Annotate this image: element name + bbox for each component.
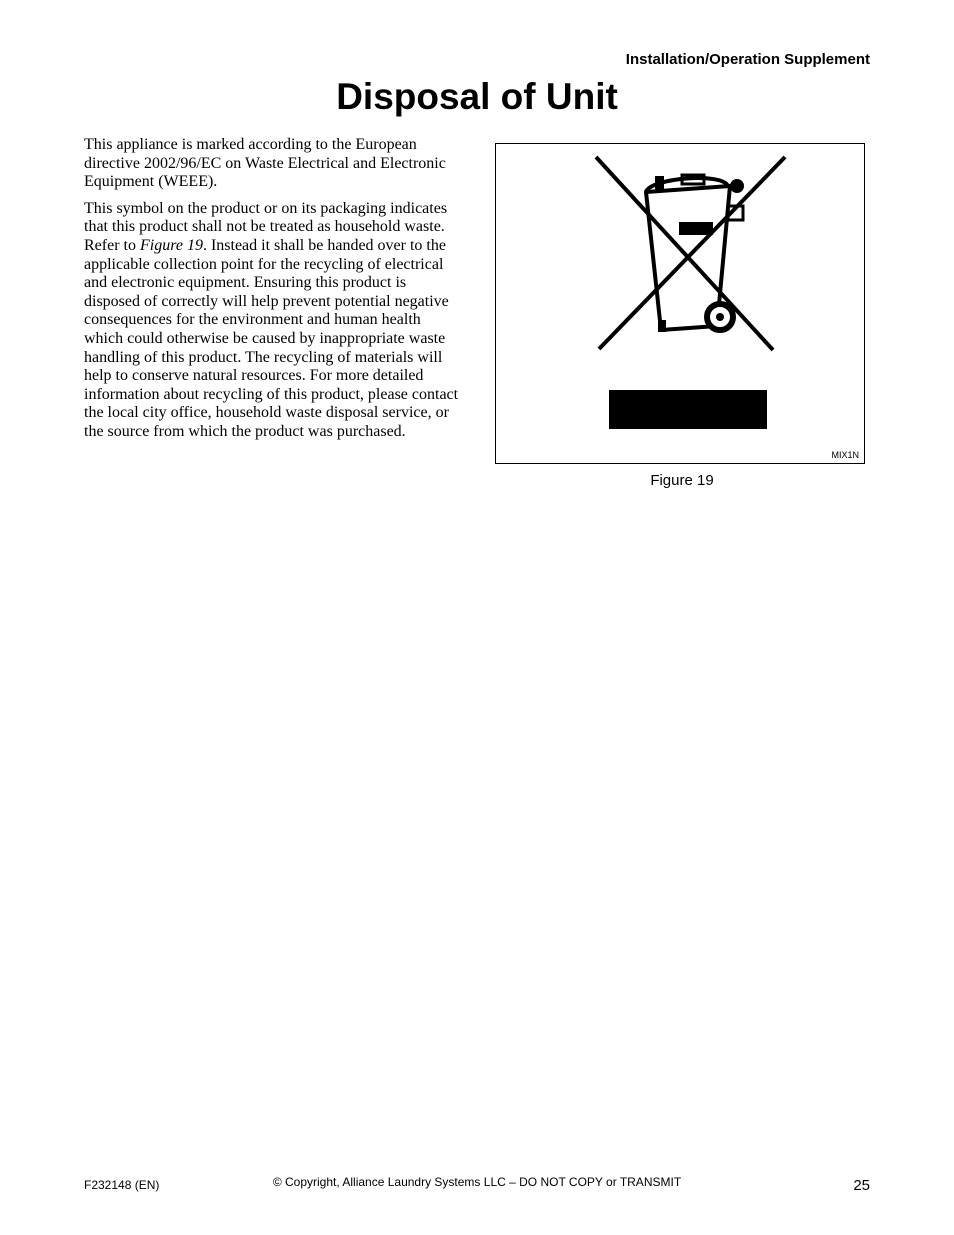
- cross-line-right: [599, 157, 785, 349]
- body-text: [84, 136, 462, 450]
- paragraph-text-start: This symbol on the product or on its packaging indicates that this product shall not be treated as household waste. Refer to: [84, 199, 448, 254]
- footer-copyright: © Copyright, Alliance Laundry Systems LLC – DO NOT COPY or TRANSMIT: [272, 1175, 682, 1189]
- bin-lid-left-handle: [655, 176, 664, 190]
- paragraph-disposal-instructions: [84, 200, 462, 442]
- weee-crossed-out-bin-icon: [496, 144, 866, 465]
- page-title: Disposal of Unit: [336, 76, 618, 117]
- figure-code: MIX1N: [831, 450, 859, 460]
- bin-wheel-hub: [716, 313, 724, 321]
- bin-leg: [658, 320, 666, 332]
- figure-caption: Figure 19: [650, 472, 714, 489]
- cross-line-left: [596, 157, 773, 350]
- weee-solid-bar: [609, 390, 767, 429]
- paragraph-weee-directive: This appliance is marked according to the European directive 2002/96/EC on Waste Electrical and Electronic Equipment (WEEE).: [84, 136, 446, 191]
- footer-doc-number: F232148 (EN): [84, 1178, 160, 1192]
- paragraph-text-end: . Instead it shall be handed over to the applicable collection point for the recycling of electrical and electronic equipment. Ensuring this product is disposed of correctly will help prevent potential negative consequences for the environment and human health which could otherwise be caused by inappropriate waste handling of this product. The recycling of materials will help to conserve natural resources. For more detailed information about recycling of this product, please contact the local city office, household waste disposal service, or the source from which the product was purchased.: [84, 236, 459, 440]
- figure-reference-link[interactable]: Figure 19: [139, 236, 203, 254]
- header-label: Installation/Operation Supplement: [625, 51, 870, 68]
- figure-frame: [495, 143, 865, 464]
- bin-lid-right-knob: [730, 179, 744, 193]
- bin-label-slot: [679, 222, 713, 235]
- footer-page-number: 25: [853, 1177, 870, 1194]
